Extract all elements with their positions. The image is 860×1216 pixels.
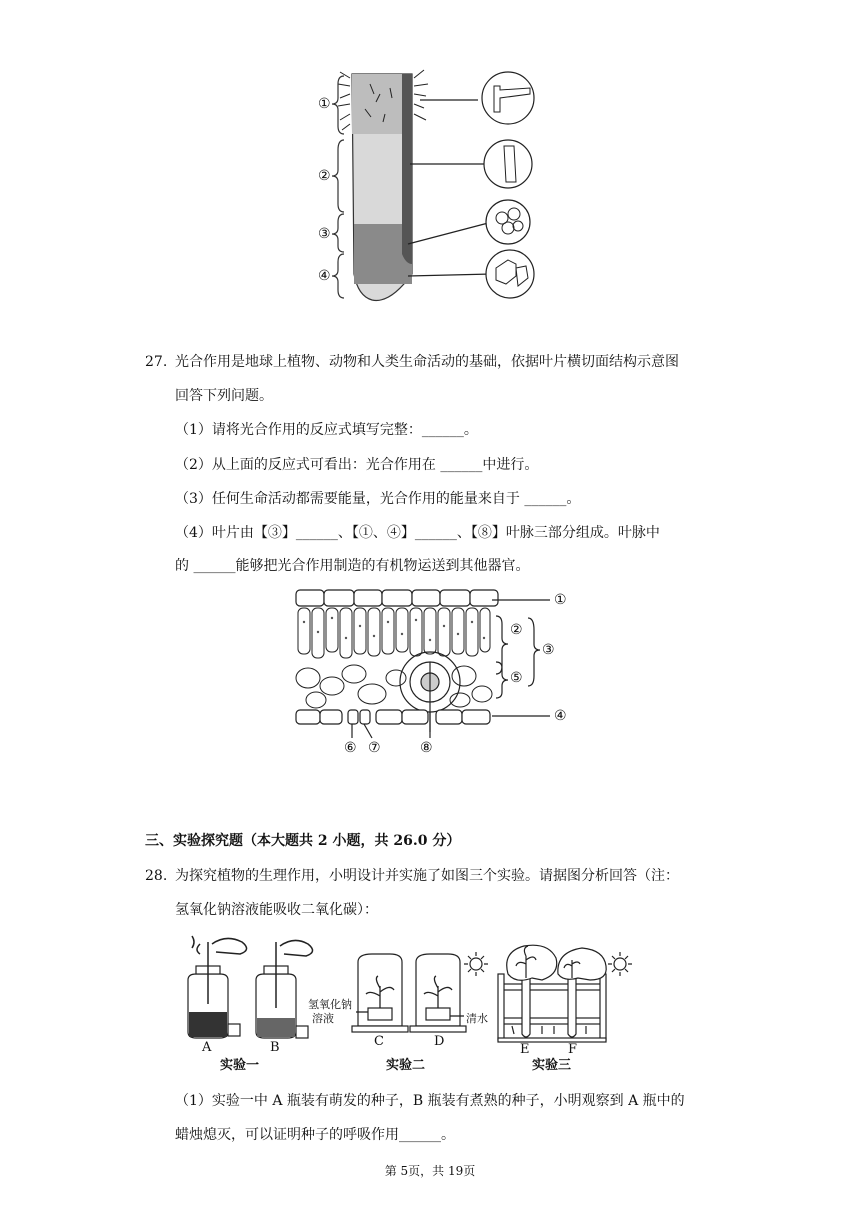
page-footer: 第 5页，共 19页 bbox=[384, 1164, 476, 1178]
exp1-label: 实验一 bbox=[220, 1058, 260, 1073]
leaf-label-1: ① bbox=[554, 592, 567, 608]
jar-d-label: D bbox=[434, 1034, 445, 1049]
q27-stem-line2: 回答下列问题。 bbox=[175, 388, 273, 404]
exp3-label: 实验三 bbox=[532, 1058, 572, 1073]
root-tip-figure bbox=[310, 64, 550, 304]
q27-number: 27. bbox=[145, 354, 168, 370]
leaf-label-3: ③ bbox=[542, 642, 555, 658]
naoh-label-line1: 氢氧化钠 bbox=[308, 998, 352, 1011]
bottle-b-label: B bbox=[270, 1040, 280, 1055]
leaf-label-4: ④ bbox=[554, 708, 567, 724]
q28-number: 28. bbox=[145, 868, 168, 884]
section-3-title: 三、实验探究题（本大题共 2 小题，共 26.0 分） bbox=[145, 833, 461, 849]
q28-stem-line1: 为探究植物的生理作用，小明设计并实施了如图三个实验。请据图分析回答（注： bbox=[175, 868, 679, 884]
q27-sub4-line2: 的 ______能够把光合作用制造的有机物运送到其他器官。 bbox=[175, 558, 530, 574]
leaf-label-6: ⑥ bbox=[344, 740, 357, 756]
leaf-label-5: ⑤ bbox=[510, 670, 523, 686]
root-label-3: ③ bbox=[318, 226, 331, 242]
q27-sub2: （2）从上面的反应式可看出：光合作用在 ______中进行。 bbox=[175, 457, 539, 473]
leaf-label-7: ⑦ bbox=[368, 740, 381, 756]
root-label-2: ② bbox=[318, 168, 331, 184]
naoh-label bbox=[308, 998, 352, 1026]
leaf-label-8: ⑧ bbox=[420, 740, 433, 756]
q27-sub4-line1: （4）叶片由【③】______、【①、④】______、【⑧】叶脉三部分组成。叶脉中 bbox=[175, 525, 660, 541]
q28-stem-line2: 氢氧化钠溶液能吸收二氧化碳）： bbox=[175, 902, 378, 918]
tube-e-label: E bbox=[520, 1042, 530, 1057]
root-label-4: ④ bbox=[318, 268, 331, 284]
q28-sub1-line1: （1）实验一中 A 瓶装有萌发的种子，B 瓶装有煮熟的种子，小明观察到 A 瓶中的 bbox=[175, 1093, 685, 1109]
bottle-a-label: A bbox=[202, 1040, 212, 1055]
jar-c-label: C bbox=[374, 1034, 384, 1049]
q27-sub1: （1）请将光合作用的反应式填写完整：______。 bbox=[175, 422, 478, 438]
q27-sub3: （3）任何生命活动都需要能量，光合作用的能量来自于 ______。 bbox=[175, 491, 581, 507]
tube-f-label: F bbox=[568, 1042, 578, 1057]
leaf-label-2: ② bbox=[510, 622, 523, 638]
q28-sub1-line2: 蜡烛熄灭，可以证明种子的呼吸作用______。 bbox=[175, 1127, 455, 1143]
experiments-figure bbox=[172, 934, 642, 1074]
water-label: 清水 bbox=[466, 1012, 488, 1025]
exp2-label: 实验二 bbox=[386, 1058, 426, 1073]
leaf-section-figure bbox=[292, 582, 592, 762]
q27-stem-line1: 光合作用是地球上植物、动物和人类生命活动的基础，依据叶片横切面结构示意图 bbox=[175, 354, 679, 370]
naoh-label-line2: 溶液 bbox=[312, 1012, 334, 1025]
root-label-1: ① bbox=[318, 96, 331, 112]
